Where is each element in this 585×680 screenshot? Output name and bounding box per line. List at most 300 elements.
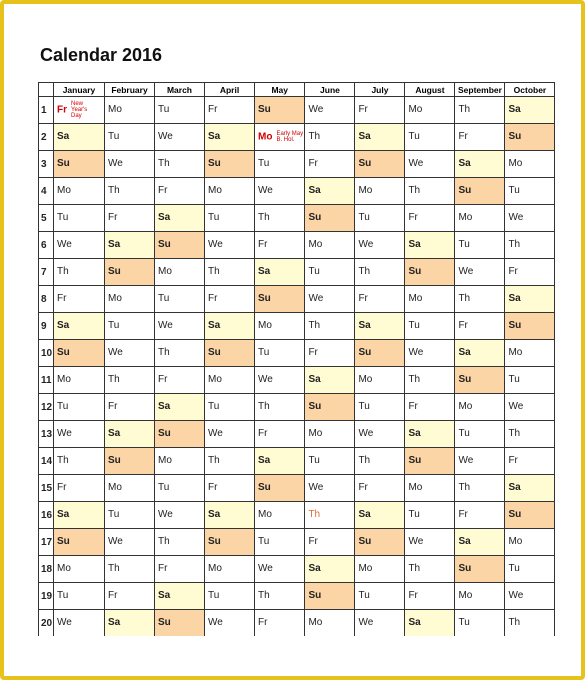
day-cell [405,394,455,421]
day-row [39,529,555,556]
day-cell [355,178,405,205]
day-cell [405,286,455,313]
weekday-label: Sa [458,158,471,170]
weekday-label: Su [258,482,271,494]
weekday-label: Th [158,536,170,548]
day-cell [455,475,505,502]
calendar-table [38,82,555,636]
weekday-label: Tu [158,104,170,116]
weekday-label: Tu [57,401,69,413]
day-cell [355,286,405,313]
weekday-label: Tu [458,239,470,251]
day-cell [205,502,255,529]
day-cell [355,556,405,583]
day-cell [205,340,255,367]
weekday-label: Mo [308,617,323,629]
day-cell [505,475,555,502]
day-cell [54,205,105,232]
day-cell [305,124,355,151]
weekday-label: Fr [458,131,468,143]
day-cell [205,394,255,421]
day-cell [305,529,355,556]
day-cell [305,286,355,313]
weekday-label: Mo [458,212,473,224]
weekday-label: Mo [458,401,473,413]
weekday-label: Su [458,374,472,386]
holiday-note: Early May B. Hol. [276,131,304,143]
weekday-label: Tu [57,212,69,224]
weekday-label: Mo [258,509,272,521]
weekday-label: Fr [358,293,368,305]
day-cell [305,313,355,340]
weekday-label: Mo [408,293,423,305]
month-header-august: August [405,83,455,97]
day-cell [305,502,355,529]
day-number: 7 [39,259,54,286]
weekday-label: Fr [508,455,518,467]
weekday-label: Sa [158,401,171,413]
day-cell [355,97,405,124]
day-cell [155,529,205,556]
day-cell [405,556,455,583]
day-cell [155,556,205,583]
weekday-label: Th [208,266,220,278]
weekday-label: We [208,617,223,629]
weekday-label: We [308,482,324,494]
weekday-label: Mo [57,563,71,575]
day-cell [105,313,155,340]
weekday-label: Tu [408,131,420,143]
weekday-label: Su [358,158,372,170]
day-cell [205,205,255,232]
weekday-label: Sa [208,131,221,143]
day-cell [255,178,305,205]
day-cell [405,205,455,232]
day-number: 11 [39,367,54,394]
day-cell [455,394,505,421]
day-cell [405,475,455,502]
day-cell [155,340,205,367]
day-row [39,340,555,367]
day-row [39,232,555,259]
weekday-label: Su [408,455,422,467]
weekday-label: Mo [258,131,273,143]
day-cell [105,205,155,232]
weekday-label: Fr [358,482,368,494]
day-cell [305,421,355,448]
day-number: 20 [39,610,54,637]
weekday-label: Su [258,104,271,116]
weekday-label: Su [358,347,372,359]
weekday-label: We [108,158,123,170]
day-cell [355,367,405,394]
weekday-label: Sa [108,617,121,629]
weekday-label: Fr [108,590,118,602]
weekday-label: We [508,590,524,602]
day-row [39,178,555,205]
weekday-label: Fr [308,158,318,170]
month-header-september: September [455,83,505,97]
day-cell [405,367,455,394]
weekday-label: Th [158,347,170,359]
month-header-october: October [505,83,555,97]
day-cell [105,124,155,151]
weekday-label: Tu [308,455,320,467]
weekday-label: Sa [508,104,521,116]
day-cell [255,583,305,610]
weekday-label: We [508,212,524,224]
day-cell [205,556,255,583]
weekday-label: Fr [458,509,468,521]
weekday-label: Tu [108,320,120,332]
day-cell [155,259,205,286]
day-cell [54,529,105,556]
weekday-label: Su [57,158,70,170]
day-cell [205,421,255,448]
day-cell [54,610,105,637]
day-cell [105,529,155,556]
weekday-label: We [508,401,524,413]
day-cell [405,448,455,475]
day-cell [205,259,255,286]
weekday-label: Su [208,347,221,359]
day-number: 2 [39,124,54,151]
weekday-label: Th [408,563,421,575]
day-cell [255,151,305,178]
day-number: 1 [39,97,54,124]
day-number: 17 [39,529,54,556]
weekday-label: Th [158,158,170,170]
weekday-label: Tu [508,374,520,386]
weekday-label: We [458,455,474,467]
weekday-label: Sa [358,131,371,143]
day-number: 10 [39,340,54,367]
day-cell [105,502,155,529]
day-number: 8 [39,286,54,313]
day-cell [54,232,105,259]
weekday-label: Fr [57,482,67,494]
day-cell [155,286,205,313]
weekday-label: We [308,293,324,305]
day-cell [155,97,205,124]
weekday-label: Fr [108,401,118,413]
weekday-label: Su [308,212,322,224]
day-cell [405,340,455,367]
weekday-label: Su [458,563,472,575]
weekday-label: Tu [108,131,120,143]
day-cell [54,502,105,529]
weekday-label: Tu [258,536,270,548]
day-cell [355,448,405,475]
month-header-may: May [255,83,305,97]
weekday-label: Mo [408,104,423,116]
day-row [39,610,555,637]
month-header-row [39,83,555,97]
day-cell [455,313,505,340]
weekday-label: Mo [57,185,71,197]
weekday-label: Th [258,590,270,602]
weekday-label: Fr [57,104,67,116]
day-cell [455,178,505,205]
weekday-label: Tu [458,428,470,440]
weekday-label: Su [508,509,522,521]
day-cell [105,367,155,394]
page-title: Calendar 2016 [40,45,163,65]
day-cell [305,610,355,637]
weekday-label: Su [158,428,171,440]
day-row [39,502,555,529]
weekday-label: Tu [208,590,220,602]
weekday-label: Tu [158,482,170,494]
day-cell [155,502,205,529]
day-row [39,286,555,313]
month-header-april: April [205,83,255,97]
day-number: 3 [39,151,54,178]
weekday-label: Tu [358,401,370,413]
day-cell [155,448,205,475]
weekday-label: Mo [458,590,473,602]
month-header-march: March [155,83,205,97]
day-row [39,97,555,124]
weekday-label: Su [158,239,171,251]
weekday-label: Sa [158,590,171,602]
weekday-label: We [408,347,424,359]
weekday-label: Th [57,266,69,278]
weekday-label: Sa [208,509,221,521]
day-number: 12 [39,394,54,421]
weekday-label: Mo [358,563,373,575]
weekday-label: We [158,509,173,521]
weekday-label: Sa [508,293,521,305]
day-cell [255,556,305,583]
day-cell [105,178,155,205]
day-cell [505,583,555,610]
weekday-label: Th [408,185,421,197]
holiday-note: New Year's Day [71,101,88,119]
weekday-label: Sa [258,266,271,278]
weekday-label: Sa [358,509,371,521]
day-cell [355,205,405,232]
day-cell [405,178,455,205]
weekday-label: Su [308,590,322,602]
weekday-label: Fr [508,266,518,278]
day-cell [505,178,555,205]
weekday-label: We [408,158,424,170]
day-cell [105,610,155,637]
weekday-label: We [57,239,72,251]
day-cell [455,502,505,529]
day-number: 4 [39,178,54,205]
day-cell [255,367,305,394]
weekday-label: Su [57,347,70,359]
day-cell [505,556,555,583]
day-cell [455,259,505,286]
day-cell [305,448,355,475]
day-cell [105,394,155,421]
day-cell [155,367,205,394]
day-number: 14 [39,448,54,475]
weekday-label: Tu [408,509,420,521]
weekday-label: Su [508,320,522,332]
day-cell [455,205,505,232]
weekday-label: Th [358,455,371,467]
weekday-label: Fr [158,185,168,197]
day-cell [455,583,505,610]
weekday-label: Su [208,158,221,170]
weekday-label: Su [458,185,472,197]
weekday-label: Mo [308,239,323,251]
weekday-label: Mo [408,482,423,494]
weekday-label: Su [158,617,171,629]
day-cell [54,556,105,583]
day-cell [305,367,355,394]
month-header-june: June [305,83,355,97]
weekday-label: We [57,617,72,629]
weekday-label: Su [57,536,70,548]
day-row [39,475,555,502]
day-number: 5 [39,205,54,232]
day-cell [505,313,555,340]
weekday-label: We [57,428,72,440]
weekday-label: Mo [508,347,523,359]
day-cell [255,286,305,313]
weekday-label: We [208,239,223,251]
day-cell [505,421,555,448]
day-cell [455,529,505,556]
day-cell [105,286,155,313]
day-cell [405,259,455,286]
weekday-label: Fr [108,212,118,224]
weekday-label: Tu [358,212,370,224]
weekday-label: We [158,320,173,332]
day-cell [155,610,205,637]
weekday-label: Sa [108,428,121,440]
weekday-label: Sa [308,374,321,386]
day-cell [405,529,455,556]
day-cell [505,124,555,151]
weekday-label: We [258,185,273,197]
day-cell [205,475,255,502]
day-number: 16 [39,502,54,529]
day-cell [105,583,155,610]
weekday-label: Su [108,455,121,467]
weekday-label: Th [408,374,421,386]
day-cell [455,367,505,394]
day-row [39,421,555,448]
day-cell [205,178,255,205]
day-cell [355,151,405,178]
day-cell [505,286,555,313]
day-cell [305,475,355,502]
weekday-label: Th [508,428,521,440]
day-cell [355,502,405,529]
day-cell [54,394,105,421]
day-cell [105,421,155,448]
weekday-label: Fr [208,293,218,305]
day-cell [255,340,305,367]
day-row [39,556,555,583]
weekday-label: Sa [57,131,70,143]
day-row [39,151,555,178]
day-cell [155,475,205,502]
day-cell [355,124,405,151]
weekday-label: Fr [408,212,418,224]
weekday-label: We [208,428,223,440]
day-cell [105,259,155,286]
weekday-label: Mo [57,374,71,386]
weekday-label: Tu [108,509,120,521]
weekday-label: Tu [458,617,470,629]
day-cell [355,394,405,421]
weekday-label: Tu [57,590,69,602]
day-cell [105,232,155,259]
weekday-label: Sa [408,617,421,629]
weekday-label: Th [108,185,120,197]
day-cell [505,367,555,394]
weekday-label: Th [108,563,120,575]
day-cell [355,421,405,448]
weekday-label: Sa [508,482,521,494]
weekday-label: Sa [208,320,221,332]
weekday-label: Th [308,320,321,332]
day-cell [305,340,355,367]
day-cell [405,97,455,124]
day-cell [255,475,305,502]
day-cell [405,502,455,529]
weekday-label: Su [208,536,221,548]
day-cell [355,340,405,367]
day-cell [305,97,355,124]
weekday-label: Mo [358,185,373,197]
day-cell [355,259,405,286]
weekday-label: Fr [258,428,268,440]
weekday-label: Mo [158,266,172,278]
day-cell [205,124,255,151]
weekday-label: Fr [57,293,67,305]
month-header-july: July [355,83,405,97]
weekday-label: Mo [158,455,172,467]
weekday-label: Fr [208,482,218,494]
weekday-label: We [308,104,324,116]
weekday-label: We [108,536,123,548]
day-cell [455,448,505,475]
weekday-label: Mo [108,293,122,305]
month-header-january: January [54,83,105,97]
weekday-label: Tu [208,212,220,224]
weekday-label: Th [258,401,270,413]
weekday-label: Mo [208,185,222,197]
day-cell [54,259,105,286]
weekday-label: Sa [57,320,70,332]
day-cell [305,205,355,232]
weekday-label: We [458,266,474,278]
day-cell [455,556,505,583]
weekday-label: Th [458,293,471,305]
day-cell [305,178,355,205]
weekday-label: We [158,131,173,143]
weekday-label: Mo [208,563,222,575]
weekday-label: Sa [158,212,171,224]
day-cell [305,583,355,610]
day-cell [505,448,555,475]
day-cell [155,313,205,340]
weekday-label: Sa [57,509,70,521]
day-cell [255,232,305,259]
day-cell [155,394,205,421]
weekday-label: Tu [508,563,520,575]
day-cell [405,313,455,340]
day-cell [405,232,455,259]
